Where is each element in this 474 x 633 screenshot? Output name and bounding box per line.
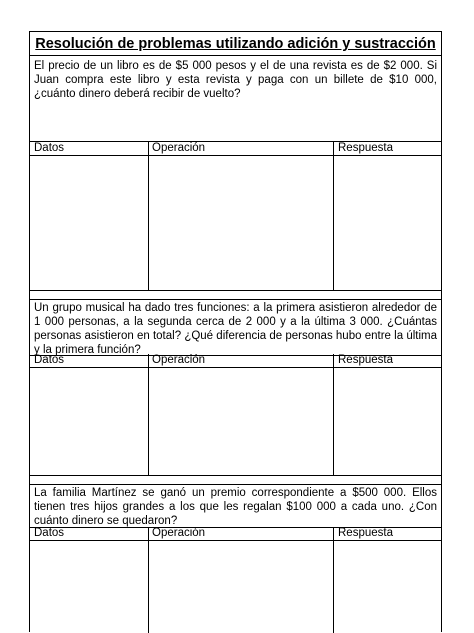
problem-2-col-operacion: Operación <box>152 354 206 366</box>
problem-1-divider-1 <box>148 142 149 290</box>
problem-3-col-respuesta: Respuesta <box>338 527 393 539</box>
problem-2-header-row <box>30 354 441 368</box>
problem-3-text: La familia Martínez se ganó un premio correspondiente a $500 000. Ellos tienen tres hijos grandes a los que les regalan $100 000 a cada uno. ¿Con cuánto dinero se quedaron? <box>30 485 441 528</box>
problem-1-col-respuesta: Respuesta <box>338 142 393 154</box>
problem-2-col-datos: Datos <box>34 354 65 366</box>
problem-3-col-datos: Datos <box>34 527 65 539</box>
problem-1-col-operacion: Operación <box>152 142 206 154</box>
problem-3-divider-1 <box>148 527 149 633</box>
problem-3-col-operacion: Operación <box>152 527 206 539</box>
problem-3-divider-2 <box>333 527 334 633</box>
page-title: Resolución de problemas utilizando adición y sustracción <box>30 32 441 56</box>
problem-1-header-row <box>30 142 441 156</box>
problem-1-text: El precio de un libro es de $5 000 pesos y el de una revista es de $2 000. Si Juan compra este libro y esta revista y paga con un billete de $10 000, ¿cuánto dinero deberá recibir de vuelto? <box>30 56 441 142</box>
problem-2-col-respuesta: Respuesta <box>338 354 393 366</box>
problem-2-divider-1 <box>148 354 149 475</box>
problem-2-text: Un grupo musical ha dado tres funciones: a la primera asistieron alrededor de 1 000 personas, a la segunda cerca de 2 000 y a la última 3 000. ¿Cuántas personas asistieron en total? ¿Qué diferencia de personas hubo entre la última y la primera función? <box>30 300 441 356</box>
problem-2-divider-2 <box>333 354 334 475</box>
problem-2-answer-bottom <box>30 475 441 476</box>
problem-3-header-row <box>30 527 441 541</box>
problem-1-divider-2 <box>333 142 334 290</box>
worksheet <box>29 31 442 632</box>
problem-1-answer-bottom <box>30 290 441 291</box>
problem-1-col-datos: Datos <box>34 142 65 154</box>
